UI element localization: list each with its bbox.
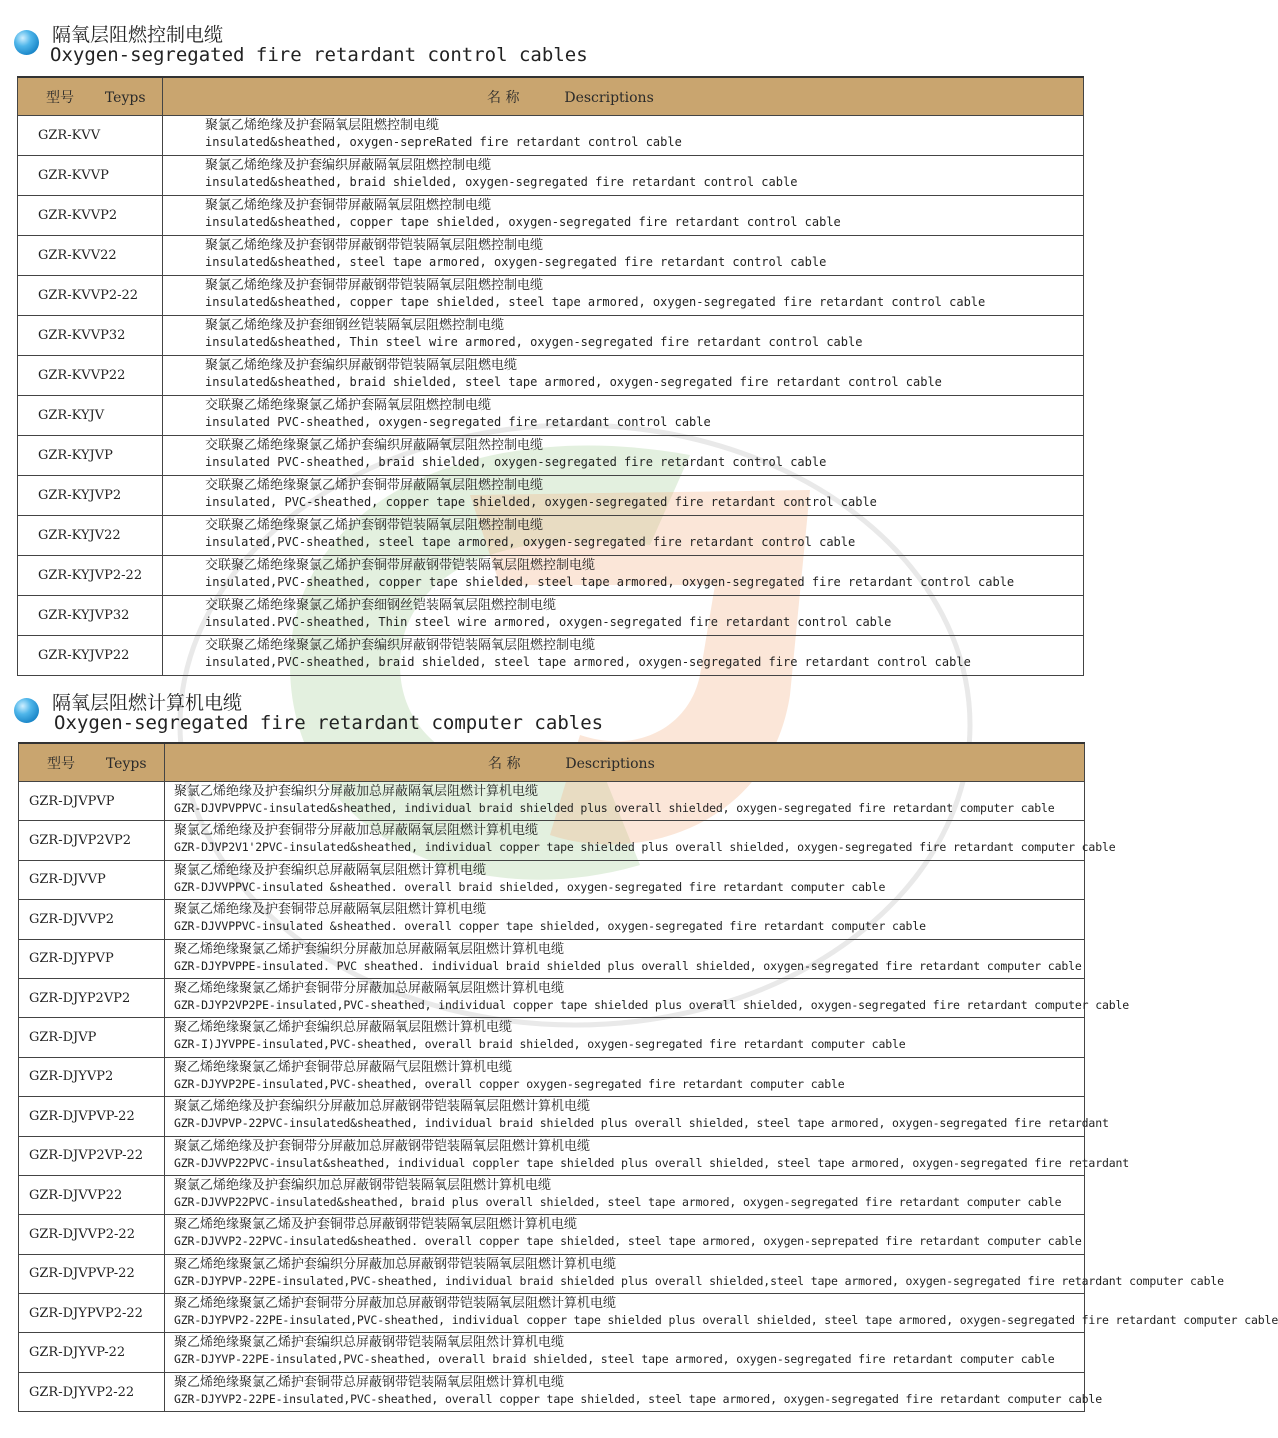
description-cn: 聚乙烯绝缘聚氯乙烯及护套铜带总屏蔽钢带铠装隔氧层阻燃计算机电缆 bbox=[174, 1217, 578, 1233]
description-en: insulated&sheathed, copper tape shielded, oxygen-segregated fire retardant control cable bbox=[205, 215, 841, 229]
model-cell: GZR-DJVP2VP2 bbox=[19, 821, 165, 860]
section-header bbox=[0, 8, 1100, 64]
description-en: insulated PVC-sheathed, oxygen-segregated fire retardant control cable bbox=[205, 415, 711, 429]
description-cn: 聚氯乙烯绝缘及护套铜带屏蔽隔氧层阻燃控制电缆 bbox=[205, 198, 492, 213]
table-row bbox=[19, 1057, 1085, 1096]
description-cell bbox=[165, 1136, 1130, 1175]
model-cell: GZR-DJVVP2-22 bbox=[19, 1215, 165, 1254]
table-row bbox=[19, 1097, 1085, 1136]
bullet-icon bbox=[14, 698, 39, 723]
description-cell bbox=[163, 116, 1084, 156]
description-en: GZR-DJYPVPPE-insulated. PVC sheathed. individual braid shielded plus overall shielded, oxygen-segregated fire retardant computer cable bbox=[174, 958, 1082, 973]
table-row bbox=[19, 939, 1085, 978]
description-cn: 聚氯乙烯绝缘及护套铜带分屏蔽加总屏蔽钢带铠装隔氧层阻燃计算机电缆 bbox=[174, 1138, 591, 1154]
table-row bbox=[19, 782, 1085, 821]
computer-cables-table bbox=[18, 742, 1278, 1412]
description-cn: 交联聚乙烯绝缘聚氯乙烯护套编织屏蔽钢带铠装隔氧层阻燃控制电缆 bbox=[205, 638, 596, 653]
description-cell bbox=[163, 396, 1084, 436]
table-row bbox=[18, 476, 1084, 516]
table-body bbox=[19, 782, 1278, 1412]
model-cell: GZR-DJVP bbox=[19, 1018, 165, 1057]
model-cell: GZR-DJVPVP bbox=[19, 782, 165, 821]
description-en: insulated&sheathed, braid shielded, steel tape armored, oxygen-segregated fire retardant control cable bbox=[205, 375, 942, 389]
description-cell bbox=[163, 556, 1084, 596]
model-cell: GZR-KVVP32 bbox=[18, 316, 163, 356]
description-en: GZR-DJVVPPVC-insulated &sheathed. overall braid shielded, oxygen-segregated fire retardant computer cable bbox=[174, 879, 886, 894]
description-en: insulated.PVC-sheathed, Thin steel wire armored, oxygen-segregated fire retardant control cable bbox=[205, 615, 892, 629]
description-cn: 聚乙烯绝缘聚氯乙烯护套编织分屏蔽加总屏蔽隔氧层阻燃计算机电缆 bbox=[174, 941, 565, 957]
description-cell bbox=[163, 636, 1084, 676]
description-cn: 聚氯乙烯绝缘及护套铜带分屏蔽加总屏蔽隔氧层阻燃计算机电缆 bbox=[174, 823, 539, 839]
description-cell bbox=[163, 316, 1084, 356]
section-title-cn: 隔氧层阻燃控制电缆 bbox=[52, 24, 224, 46]
table-row bbox=[18, 316, 1084, 356]
model-cell: GZR-KVVP2 bbox=[18, 196, 163, 236]
header-desc-cn: 名 称 bbox=[487, 89, 520, 106]
description-en: GZR-DJVVP2-22PVC-insulated&sheathed. overall copper tape shielded, steel tape armored, oxygen-seprepated fire retardant computer cable bbox=[174, 1234, 1082, 1249]
description-cell bbox=[163, 156, 1084, 196]
table-row bbox=[19, 1254, 1085, 1293]
description-cell bbox=[165, 939, 1085, 978]
table-row bbox=[19, 978, 1085, 1017]
model-cell: GZR-KVVP2-22 bbox=[18, 276, 163, 316]
table-row bbox=[19, 1215, 1085, 1254]
table-header-row bbox=[18, 77, 1084, 116]
table-header-row bbox=[19, 743, 1085, 782]
description-cn: 聚乙烯绝缘聚氯乙烯护套编织分屏蔽加总屏蔽钢带铠装隔氧层阻燃计算机电缆 bbox=[174, 1256, 617, 1272]
description-cn: 聚乙烯绝缘聚氯乙烯护套编织总屏蔽钢带铠装隔氧层阻然计算机电缆 bbox=[174, 1335, 565, 1351]
description-cn: 交联聚乙烯绝缘聚氯乙烯护套铜带屏蔽隔氧层阻燃控制电缆 bbox=[205, 478, 544, 493]
description-cell bbox=[165, 860, 1085, 899]
header-model-cn: 型号 bbox=[46, 89, 74, 106]
header-model-en: Teyps bbox=[105, 755, 147, 772]
description-en: GZR-I)JYVPPE-insulated,PVC-sheathed, overall braid shielded, oxygen-segregated fire retardant computer cable bbox=[174, 1037, 906, 1052]
table-row bbox=[18, 596, 1084, 636]
description-en: insulated,PVC-sheathed, steel tape armored, oxygen-segregated fire retardant control cable bbox=[205, 535, 856, 549]
model-cell: GZR-KYJV22 bbox=[18, 516, 163, 556]
model-cell: GZR-DJVP2VP-22 bbox=[19, 1136, 165, 1175]
description-en: insulated&sheathed, oxygen-sepreRated fire retardant control cable bbox=[205, 135, 682, 149]
model-cell: GZR-KVVP22 bbox=[18, 356, 163, 396]
description-en: GZR-DJVVP22PVC-insulat&sheathed, individual coppler tape shielded plus overall shielded, steel tape armored, oxygen-segregated fire retardant bbox=[174, 1155, 1130, 1170]
description-cell bbox=[165, 1215, 1085, 1254]
description-cn: 聚乙烯绝缘聚氯乙烯护套铜带分屏蔽加总屏蔽钢带铠装隔氧层阻燃计算机电缆 bbox=[174, 1296, 617, 1312]
description-cn: 交联聚乙烯绝缘聚氯乙烯护套钢带铠装隔氧层阻燃控制电缆 bbox=[205, 518, 544, 533]
description-cell bbox=[163, 476, 1084, 516]
description-en: GZR-DJYPVP-22PE-insulated,PVC-sheathed, individual braid shielded plus overall shielded,steel tape armored, oxygen-segregated fire retardant computer cable bbox=[174, 1273, 1224, 1288]
description-cell bbox=[165, 1097, 1109, 1136]
model-cell: GZR-DJYPVP bbox=[19, 939, 165, 978]
description-cn: 聚乙烯绝缘聚氯乙烯护套铜带总屏蔽隔气层阻燃计算机电缆 bbox=[174, 1059, 513, 1075]
description-cell bbox=[165, 1057, 1085, 1096]
section-title-en: Oxygen-segregated fire retardant computer cables bbox=[54, 712, 604, 734]
bullet-icon bbox=[14, 30, 39, 55]
model-cell: GZR-KYJVP32 bbox=[18, 596, 163, 636]
description-cn: 聚氯乙烯绝缘及护套编织加总屏蔽钢带铠装隔氧层阻燃计算机电缆 bbox=[174, 1177, 552, 1193]
description-en: GZR-DJVVP22PVC-insulated&sheathed, braid plus overall shielded, steel tape armored, oxygen-segregated fire retardant computer cable bbox=[174, 1194, 1062, 1209]
header-desc-cn: 名 称 bbox=[488, 755, 521, 772]
description-en: insulated,PVC-sheathed, copper tape shielded, steel tape armored, oxygen-segregated fire retardant control cable bbox=[205, 575, 1015, 589]
description-cell bbox=[165, 1018, 1085, 1057]
table-row bbox=[19, 1136, 1085, 1175]
description-cn: 聚氯乙烯绝缘及护套隔氧层阻燃控制电缆 bbox=[205, 118, 440, 133]
description-cn: 交联聚乙烯绝缘聚氯乙烯护套隔氧层阻燃控制电缆 bbox=[205, 398, 492, 413]
header-model-en: Teyps bbox=[104, 89, 146, 106]
description-cell bbox=[165, 1333, 1085, 1372]
description-cn: 交联聚乙烯绝缘聚氯乙烯护套铜带屏蔽钢带铠装隔氧层阻燃控制电缆 bbox=[205, 558, 596, 573]
model-cell: GZR-KYJVP2 bbox=[18, 476, 163, 516]
model-cell: GZR-KYJV bbox=[18, 396, 163, 436]
description-cn: 聚氯乙烯绝缘及护套编织分屏蔽加总屏蔽钢带铠装隔氧层阻燃计算机电缆 bbox=[174, 1099, 591, 1115]
table-row bbox=[19, 1372, 1085, 1411]
description-en: GZR-DJVVPPVC-insulated &sheathed. overall copper tape shielded, oxygen-segregated fire retardant computer cable bbox=[174, 919, 926, 934]
model-cell: GZR-DJYP2VP2 bbox=[19, 978, 165, 1017]
table-row bbox=[18, 556, 1084, 596]
description-en: insulated, PVC-sheathed, copper tape shielded, oxygen-segregated fire retardant control cable bbox=[205, 495, 877, 509]
description-en: insulated&sheathed, braid shielded, oxygen-segregated fire retardant control cable bbox=[205, 175, 798, 189]
model-cell: GZR-DJVPVP-22 bbox=[19, 1097, 165, 1136]
table-row bbox=[18, 156, 1084, 196]
description-cell bbox=[163, 236, 1084, 276]
description-en: GZR-DJYVP2PE-insulated,PVC-sheathed, overall copper oxygen-segregated fire retardant computer cable bbox=[174, 1076, 845, 1091]
model-cell: GZR-KVV bbox=[18, 116, 163, 156]
control-cables-section bbox=[0, 8, 1100, 669]
description-cn: 交联聚乙烯绝缘聚氯乙烯护套编织屏蔽隔氧层阻然控制电缆 bbox=[205, 438, 544, 453]
description-cn: 聚氯乙烯绝缘及护套编织分屏蔽加总屏蔽隔氧层阻燃计算机电缆 bbox=[174, 784, 539, 799]
description-cell bbox=[165, 900, 1085, 939]
description-cell bbox=[163, 596, 1084, 636]
model-cell: GZR-DJVPVP-22 bbox=[19, 1254, 165, 1293]
description-cell bbox=[165, 1294, 1278, 1333]
table-row bbox=[18, 396, 1084, 436]
description-cn: 交联聚乙烯绝缘聚氯乙烯护套细钢丝铠装隔氧层阻燃控制电缆 bbox=[205, 598, 557, 613]
description-cn: 聚氯乙烯绝缘及护套钢带屏蔽钢带铠装隔氧层阻燃控制电缆 bbox=[205, 238, 544, 253]
table-row bbox=[18, 516, 1084, 556]
model-cell: GZR-KYJVP2-22 bbox=[18, 556, 163, 596]
model-cell: GZR-KYJVP bbox=[18, 436, 163, 476]
description-cell bbox=[163, 436, 1084, 476]
table-row bbox=[18, 276, 1084, 316]
description-en: GZR-DJVP2V1'2PVC-insulated&sheathed, individual copper tape shielded plus overall shielded, oxygen-segregated fire retardant computer cable bbox=[174, 840, 1116, 855]
description-cell bbox=[165, 821, 1116, 860]
description-cell bbox=[165, 782, 1085, 821]
model-cell: GZR-DJYPVP2-22 bbox=[19, 1294, 165, 1333]
description-cn: 聚乙烯绝缘聚氯乙烯护套编织总屏蔽隔氧层阻燃计算机电缆 bbox=[174, 1020, 513, 1036]
computer-cables-section bbox=[0, 676, 1278, 1406]
model-cell: GZR-DJYVP-22 bbox=[19, 1333, 165, 1372]
description-en: GZR-DJYVP-22PE-insulated,PVC-sheathed, overall braid shielded, steel tape armored, oxygen-segregated fire retardant computer cable bbox=[174, 1352, 1055, 1367]
description-cn: 聚氯乙烯绝缘及护套编织屏蔽钢带铠装隔氧层阻燃电缆 bbox=[205, 358, 518, 373]
table-row bbox=[18, 236, 1084, 276]
header-desc-en: Descriptions bbox=[565, 755, 655, 772]
model-cell: GZR-DJVVP bbox=[19, 860, 165, 899]
model-cell: GZR-DJYVP2 bbox=[19, 1057, 165, 1096]
table-row bbox=[18, 356, 1084, 396]
description-cell bbox=[163, 516, 1084, 556]
table-row bbox=[19, 900, 1085, 939]
description-en: GZR-DJVPVP-22PVC-insulated&sheathed, individual braid shielded plus overall shielded, steel tape armored, oxygen-segregated fire retardant bbox=[174, 1116, 1109, 1131]
table-row bbox=[19, 1333, 1085, 1372]
section-header bbox=[0, 676, 1100, 732]
description-cn: 聚乙烯绝缘聚氯乙烯护套铜带总屏蔽钢带铠装隔氧层阻燃计算机电缆 bbox=[174, 1374, 565, 1390]
table-row bbox=[19, 1018, 1085, 1057]
table-row bbox=[18, 636, 1084, 676]
description-cell bbox=[165, 978, 1130, 1017]
description-cn: 聚氯乙烯绝缘及护套编织屏蔽隔氧层阻燃控制电缆 bbox=[205, 158, 492, 173]
table-row bbox=[18, 116, 1084, 156]
table-row bbox=[18, 436, 1084, 476]
description-en: GZR-DJYPVP2-22PE-insulated,PVC-sheathed, individual copper tape shielded plus overall shielded, steel tape armored, oxygen-segregated fire retardant computer cable bbox=[174, 1313, 1278, 1328]
header-model bbox=[18, 77, 163, 116]
description-cell bbox=[163, 356, 1084, 396]
description-cell bbox=[165, 1175, 1085, 1214]
description-cell bbox=[163, 276, 1084, 316]
table-row bbox=[19, 1175, 1085, 1214]
table-row bbox=[19, 821, 1085, 860]
header-description bbox=[163, 77, 1084, 116]
description-cn: 聚乙烯绝缘聚氯乙烯护套铜带分屏蔽加总屏蔽隔氧层阻燃计算机电缆 bbox=[174, 980, 565, 996]
description-cn: 聚氯乙烯绝缘及护套编织总屏蔽隔氧层阻燃计算机电缆 bbox=[174, 862, 487, 878]
section-title-en: Oxygen-segregated fire retardant control cables bbox=[50, 44, 588, 66]
description-cell bbox=[165, 1372, 1102, 1411]
description-en: GZR-DJVPVPPVC-insulated&sheathed, individual braid shielded plus overall shielded, oxygen-segregated fire retardant computer cable bbox=[174, 801, 1055, 815]
description-en: GZR-DJYVP2-22PE-insulated,PVC-sheathed, overall copper tape shielded, steel tape armored, oxygen-segregated fire retardant computer cable bbox=[174, 1391, 1102, 1406]
description-en: GZR-DJYP2VP2PE-insulated,PVC-sheathed, individual copper tape shielded plus overall shielded, oxygen-segregated fire retardant computer cable bbox=[174, 997, 1130, 1012]
model-cell: GZR-DJVVP22 bbox=[19, 1175, 165, 1214]
table-row bbox=[18, 196, 1084, 236]
description-en: insulated PVC-sheathed, braid shielded, oxygen-segregated fire retardant control cable bbox=[205, 455, 827, 469]
control-cables-table bbox=[17, 76, 1084, 676]
section-title-cn: 隔氧层阻燃计算机电缆 bbox=[52, 692, 243, 714]
description-cn: 聚氯乙烯绝缘及护套铜带总屏蔽隔氧层阻燃计算机电缆 bbox=[174, 902, 487, 918]
description-cn: 聚氯乙烯绝缘及护套细钢丝铠装隔氧层阻燃控制电缆 bbox=[205, 318, 505, 333]
description-cn: 聚氯乙烯绝缘及护套铜带屏蔽钢带铠装隔氧层阻燃控制电缆 bbox=[205, 278, 544, 293]
header-desc-en: Descriptions bbox=[564, 89, 654, 106]
description-en: insulated&sheathed, copper tape shielded, steel tape armored, oxygen-segregated fire retardant control cable bbox=[205, 295, 986, 309]
description-en: insulated&sheathed, Thin steel wire armored, oxygen-segregated fire retardant control cable bbox=[205, 335, 863, 349]
header-model-cn: 型号 bbox=[47, 755, 75, 772]
table-row bbox=[19, 860, 1085, 899]
header-model bbox=[19, 743, 165, 782]
model-cell: GZR-KVVP bbox=[18, 156, 163, 196]
table-row bbox=[19, 1294, 1085, 1333]
header-description bbox=[165, 743, 1085, 782]
table-body bbox=[18, 116, 1084, 676]
model-cell: GZR-DJVVP2 bbox=[19, 900, 165, 939]
description-cell bbox=[165, 1254, 1224, 1293]
model-cell: GZR-KYJVP22 bbox=[18, 636, 163, 676]
model-cell: GZR-KVV22 bbox=[18, 236, 163, 276]
description-en: insulated&sheathed, steel tape armored, oxygen-segregated fire retardant control cable bbox=[205, 255, 827, 269]
description-cell bbox=[163, 196, 1084, 236]
description-en: insulated,PVC-sheathed, braid shielded, steel tape armored, oxygen-segregated fire retardant control cable bbox=[205, 655, 971, 669]
model-cell: GZR-DJYVP2-22 bbox=[19, 1372, 165, 1411]
